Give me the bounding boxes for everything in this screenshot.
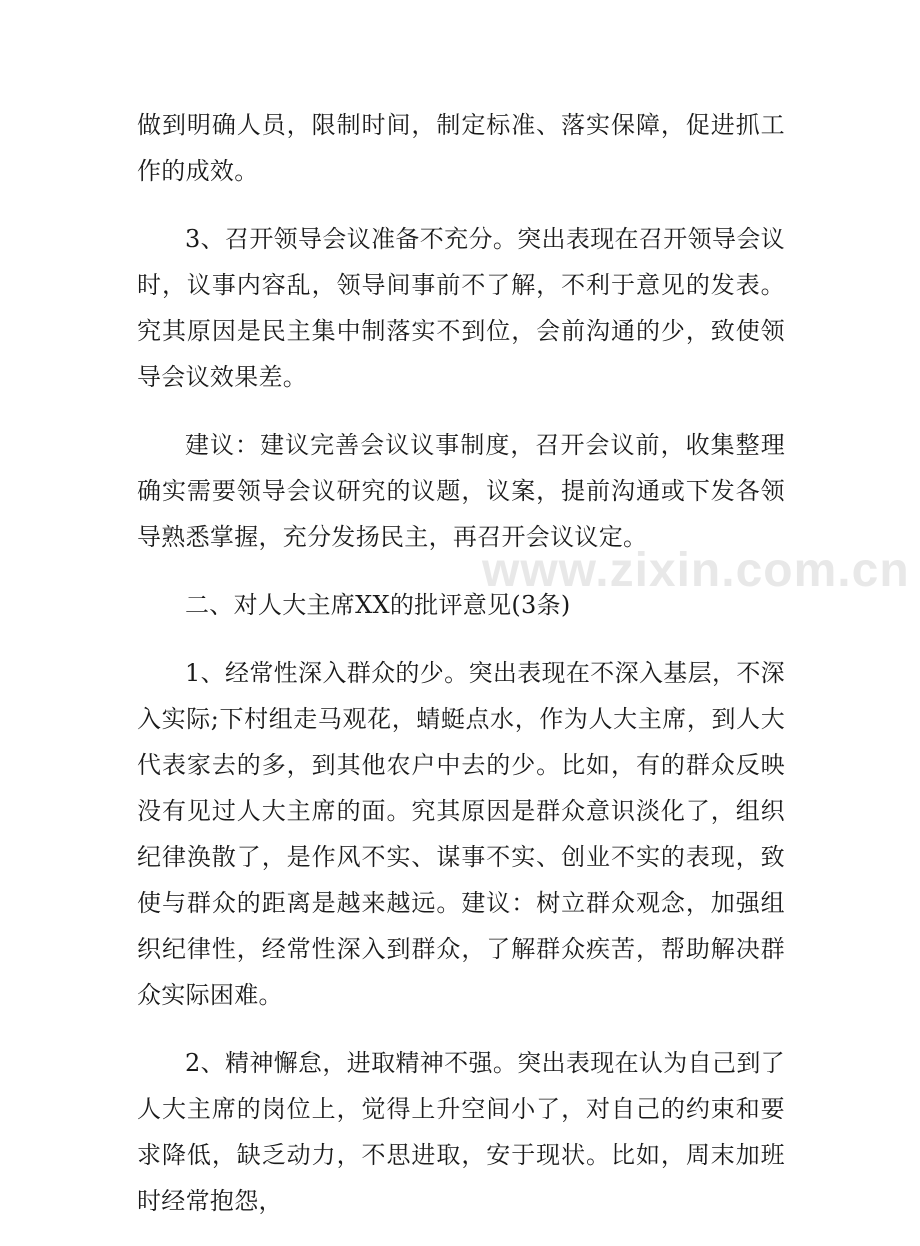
paragraph-item-2-spirit: 2、精神懈怠，进取精神不强。突出表现在认为自己到了人大主席的岗位上，觉得上升空间小了，对自己的约束和要求降低，缺乏动力，不思进取，安于现状。比如，周末加班时经常抱怨， [137, 1049, 785, 1215]
watermark: www.zixin.com.cn [482, 544, 910, 597]
paragraph-item-3-meeting: 3、召开领导会议准备不充分。突出表现在召开领导会议时，议事内容乱，领导间事前不了解，不利于意见的发表。究其原因是民主集中制落实不到位，会前沟通的少，致使领导会议效果差。 [137, 225, 785, 391]
section-heading: 二、对人大主席XX的批评意见(3条) [185, 591, 571, 619]
paragraph-item-1-masses: 1、经常性深入群众的少。突出表现在不深入基层，不深入实际;下村组走马观花，蜻蜓点水，作为人大主席，到人大代表家去的多，到其他农户中去的少。比如，有的群众反映没有见过人大主席的面。究其原因是群众意识淡化了，组织纪律涣散了，是作风不实、谋事不实、创业不实的表现，致使与群众的距离是越来越远。建议：树立群众观念，加强组织纪律性，经常性深入到群众，了解群众疾苦，帮助解决群众实际困难。 [137, 659, 785, 1009]
paragraph-suggestion: 建议：建议完善会议议事制度，召开会议前，收集整理确实需要领导会议研究的议题，议案，提前沟通或下发各领导熟悉掌握，充分发扬民主，再召开会议议定。 [137, 431, 785, 551]
document-body [137, 102, 785, 1246]
paragraph-continuation: 做到明确人员，限制时间，制定标准、落实保障，促进抓工作的成效。 [137, 111, 785, 185]
